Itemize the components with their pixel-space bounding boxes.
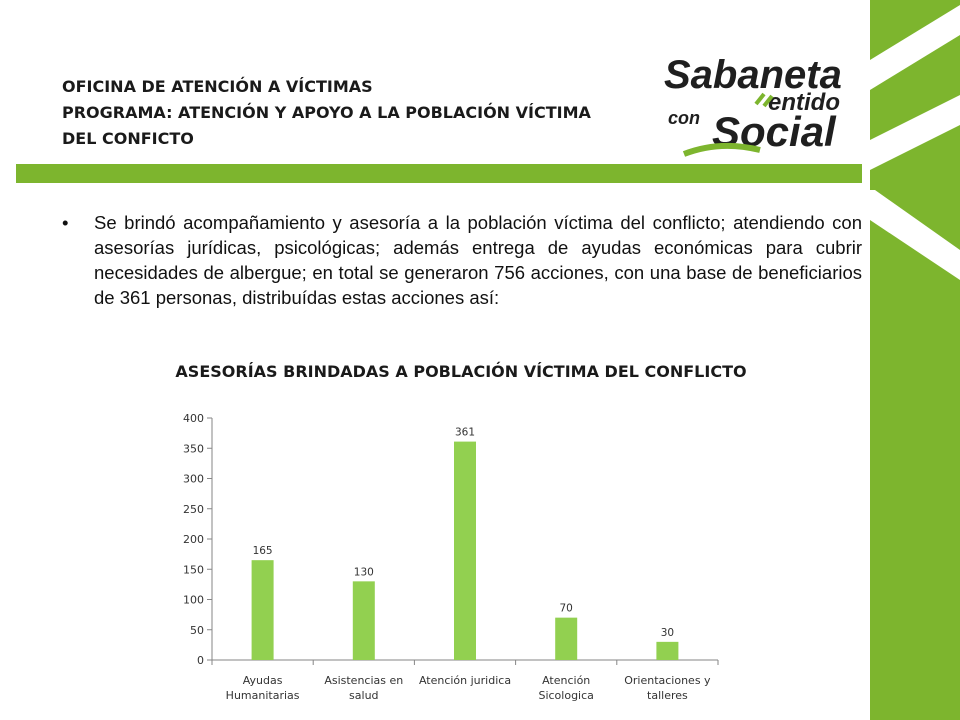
category-label-0: Ayudas: [242, 674, 283, 687]
category-label-2: Atención juridica: [418, 674, 512, 687]
category-label-3: Atención: [542, 674, 591, 687]
category-label-1: Asistencias en: [324, 674, 404, 687]
header-line-1: OFICINA DE ATENCIÓN A VÍCTIMAS: [62, 77, 373, 96]
y-tick-label: 400: [183, 412, 204, 425]
logo-text-social: Social: [712, 108, 836, 155]
data-label-3: 70: [559, 602, 573, 615]
data-label-4: 30: [660, 626, 675, 639]
summary-bullet: [62, 210, 862, 310]
bar-0: [252, 560, 274, 660]
header-line-3: DEL CONFICTO: [62, 129, 194, 148]
bar-4: [656, 642, 678, 660]
category-label-3: Sicologica: [538, 689, 594, 702]
header-divider-bar: [16, 164, 862, 183]
y-tick-label: 50: [190, 623, 204, 637]
y-tick-label: 300: [183, 472, 204, 486]
y-tick-label: 100: [183, 593, 204, 607]
y-tick-label: 200: [183, 533, 204, 546]
category-label-4: Orientaciones y: [624, 674, 711, 687]
category-label-1: salud: [349, 689, 379, 702]
bullet-dot-icon: •: [62, 212, 69, 233]
header-line-2: PROGRAMA: ATENCIÓN Y APOYO A LA POBLACIÓN VÍCTIMA: [62, 103, 591, 122]
page-header-title: [62, 74, 662, 152]
data-label-2: 361: [454, 426, 476, 439]
logo-text-sabaneta: Sabaneta: [664, 53, 842, 97]
chart-title: ASESORÍAS BRINDADAS A POBLACIÓN VÍCTIMA DEL CONFLICTO: [175, 362, 747, 381]
category-label-0: Humanitarias: [225, 689, 300, 702]
y-tick-label: 150: [183, 563, 204, 577]
data-label-0: 165: [252, 545, 273, 558]
summary-text: Se brindó acompañamiento y asesoría a la población víctima del conflicto; atendiendo con asesorías jurídicas, psicológicas; además entrega de ayudas económicas para cubrir necesidades de albergue; en total se generaron 756 acciones, con una base de beneficiarios de 361 personas, distribuídas estas acciones así:: [94, 212, 862, 308]
logo-text-entido: entido: [768, 89, 840, 116]
y-tick-label: 350: [183, 442, 204, 456]
bar-chart: [160, 402, 730, 712]
bar-1: [353, 581, 375, 660]
y-tick-label: 250: [183, 502, 204, 516]
data-label-1: 130: [353, 566, 374, 579]
logo-text-con: con: [668, 108, 701, 128]
y-tick-label: 0: [197, 654, 204, 667]
side-chevron-decoration: [870, 0, 960, 720]
bar-2: [454, 442, 476, 660]
sabaneta-logo: [660, 50, 860, 160]
bar-3: [555, 618, 577, 660]
category-label-4: talleres: [647, 689, 688, 702]
